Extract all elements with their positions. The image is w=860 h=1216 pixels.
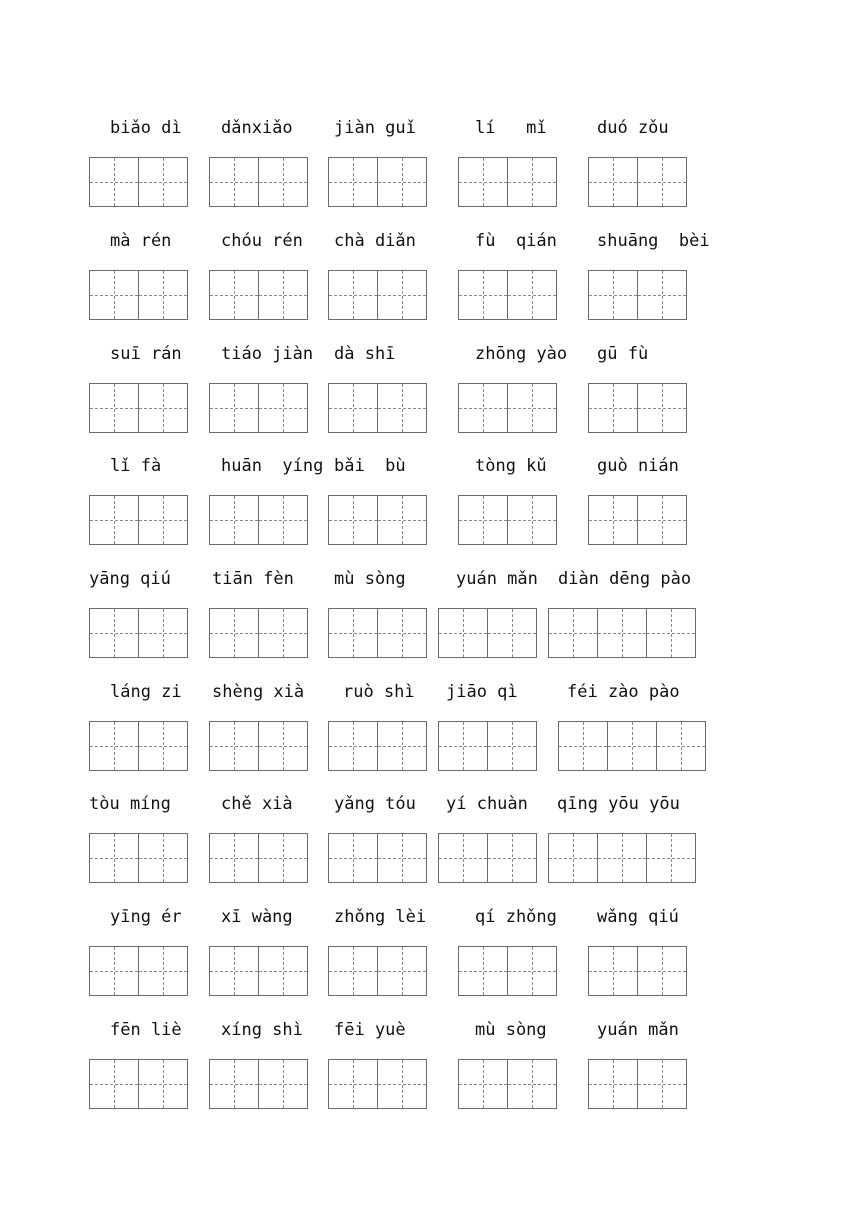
pinyin-label: lǐ fà [110, 456, 162, 476]
pinyin-label: jiāo qì [446, 682, 518, 702]
pinyin-label: shèng xià [212, 682, 305, 702]
tianzige-box[interactable] [438, 833, 488, 883]
tianzige-box[interactable] [507, 383, 557, 433]
tianzige-box[interactable] [89, 495, 139, 545]
pinyin-label: diàn dēng pào [558, 569, 692, 589]
pinyin-label: ruò shì [343, 682, 415, 702]
tianzige-box[interactable] [377, 608, 427, 658]
character-boxes [458, 157, 556, 207]
pinyin-label: xíng shì [221, 1020, 303, 1040]
character-boxes [209, 495, 307, 545]
tianzige-box[interactable] [588, 1059, 638, 1109]
pinyin-label: xī wàng [221, 907, 293, 927]
tianzige-box[interactable] [89, 833, 139, 883]
character-boxes [548, 833, 695, 883]
tianzige-box[interactable] [487, 721, 537, 771]
tianzige-box[interactable] [138, 608, 188, 658]
pinyin-label: bǎi bù [334, 456, 406, 476]
pinyin-label: wǎng qiú [597, 907, 679, 927]
pinyin-label: dǎnxiǎo [221, 118, 293, 138]
character-boxes [588, 1059, 686, 1109]
tianzige-box[interactable] [258, 157, 308, 207]
tianzige-box[interactable] [507, 270, 557, 320]
tianzige-box[interactable] [138, 946, 188, 996]
tianzige-box[interactable] [607, 721, 657, 771]
tianzige-box[interactable] [138, 721, 188, 771]
tianzige-box[interactable] [138, 383, 188, 433]
tianzige-box[interactable] [588, 495, 638, 545]
character-boxes [209, 946, 307, 996]
tianzige-box[interactable] [328, 833, 378, 883]
tianzige-box[interactable] [89, 946, 139, 996]
tianzige-box[interactable] [328, 721, 378, 771]
character-boxes [89, 721, 187, 771]
pinyin-label: gū fù [597, 344, 649, 364]
tianzige-box[interactable] [458, 270, 508, 320]
pinyin-label: lí mǐ [475, 118, 547, 138]
pinyin-label: tiáo jiàn [221, 344, 314, 364]
character-boxes [89, 270, 187, 320]
character-boxes [89, 157, 187, 207]
tianzige-box[interactable] [646, 833, 696, 883]
tianzige-box[interactable] [209, 383, 259, 433]
tianzige-box[interactable] [438, 608, 488, 658]
tianzige-box[interactable] [507, 946, 557, 996]
character-boxes [458, 946, 556, 996]
pinyin-label: fēi yuè [334, 1020, 406, 1040]
tianzige-box[interactable] [377, 157, 427, 207]
tianzige-box[interactable] [588, 383, 638, 433]
pinyin-label: yuán mǎn [456, 569, 538, 589]
tianzige-box[interactable] [656, 721, 706, 771]
tianzige-box[interactable] [258, 833, 308, 883]
character-boxes [588, 157, 686, 207]
character-boxes [328, 608, 426, 658]
character-boxes [89, 608, 187, 658]
pinyin-label: mù sòng [334, 569, 406, 589]
pinyin-label: tiān fèn [212, 569, 294, 589]
pinyin-label: biǎo dì [110, 118, 182, 138]
pinyin-label: zhōng yào [475, 344, 568, 364]
tianzige-box[interactable] [209, 946, 259, 996]
tianzige-box[interactable] [377, 721, 427, 771]
character-boxes [328, 270, 426, 320]
tianzige-box[interactable] [458, 1059, 508, 1109]
pinyin-label: féi zào pào [567, 682, 680, 702]
tianzige-box[interactable] [588, 946, 638, 996]
tianzige-box[interactable] [507, 495, 557, 545]
character-boxes [328, 721, 426, 771]
character-boxes [588, 495, 686, 545]
tianzige-box[interactable] [458, 946, 508, 996]
tianzige-box[interactable] [328, 1059, 378, 1109]
character-boxes [328, 1059, 426, 1109]
pinyin-label: mù sòng [475, 1020, 547, 1040]
tianzige-box[interactable] [258, 383, 308, 433]
tianzige-box[interactable] [209, 721, 259, 771]
character-boxes [328, 383, 426, 433]
pinyin-label: yāng qiú [89, 569, 171, 589]
tianzige-box[interactable] [646, 608, 696, 658]
tianzige-box[interactable] [89, 1059, 139, 1109]
tianzige-box[interactable] [258, 608, 308, 658]
pinyin-label: chóu rén [221, 231, 303, 251]
character-boxes [328, 495, 426, 545]
tianzige-box[interactable] [209, 157, 259, 207]
pinyin-label: fēn liè [110, 1020, 182, 1040]
pinyin-label: jiàn guǐ [334, 118, 416, 138]
character-boxes [458, 495, 556, 545]
pinyin-label: tòu míng [89, 794, 171, 814]
character-boxes [89, 495, 187, 545]
character-boxes [328, 946, 426, 996]
tianzige-box[interactable] [209, 495, 259, 545]
pinyin-label: zhǒng lèi [334, 907, 427, 927]
tianzige-box[interactable] [377, 270, 427, 320]
tianzige-box[interactable] [458, 383, 508, 433]
tianzige-box[interactable] [328, 495, 378, 545]
pinyin-label: tòng kǔ [475, 456, 547, 476]
character-boxes [89, 946, 187, 996]
tianzige-box[interactable] [637, 1059, 687, 1109]
pinyin-label: suī rán [110, 344, 182, 364]
pinyin-label: shuāng bèi [597, 231, 710, 251]
tianzige-box[interactable] [89, 383, 139, 433]
tianzige-box[interactable] [138, 495, 188, 545]
tianzige-box[interactable] [438, 721, 488, 771]
tianzige-box[interactable] [258, 495, 308, 545]
tianzige-box[interactable] [209, 1059, 259, 1109]
tianzige-box[interactable] [328, 270, 378, 320]
pinyin-label: chě xià [221, 794, 293, 814]
tianzige-box[interactable] [258, 270, 308, 320]
tianzige-box[interactable] [507, 157, 557, 207]
character-boxes [89, 1059, 187, 1109]
tianzige-box[interactable] [89, 157, 139, 207]
character-boxes [438, 608, 536, 658]
tianzige-box[interactable] [89, 608, 139, 658]
character-boxes [328, 157, 426, 207]
pinyin-label: yǎng tóu [334, 794, 416, 814]
character-boxes [209, 608, 307, 658]
pinyin-label: láng zi [110, 682, 182, 702]
pinyin-label: fù qián [475, 231, 557, 251]
tianzige-box[interactable] [377, 495, 427, 545]
tianzige-box[interactable] [487, 833, 537, 883]
pinyin-label: qīng yōu yōu [557, 794, 680, 814]
character-boxes [209, 833, 307, 883]
pinyin-label: mà rén [110, 231, 172, 251]
character-boxes [588, 383, 686, 433]
character-boxes [558, 721, 705, 771]
tianzige-box[interactable] [138, 270, 188, 320]
tianzige-box[interactable] [487, 608, 537, 658]
pinyin-label: qí zhǒng [475, 907, 557, 927]
tianzige-box[interactable] [258, 946, 308, 996]
tianzige-box[interactable] [209, 270, 259, 320]
tianzige-box[interactable] [377, 833, 427, 883]
tianzige-box[interactable] [209, 833, 259, 883]
tianzige-box[interactable] [377, 1059, 427, 1109]
pinyin-label: yí chuàn [446, 794, 528, 814]
tianzige-box[interactable] [588, 157, 638, 207]
tianzige-box[interactable] [637, 946, 687, 996]
tianzige-box[interactable] [258, 721, 308, 771]
character-boxes [588, 270, 686, 320]
pinyin-label: guò nián [597, 456, 679, 476]
tianzige-box[interactable] [138, 833, 188, 883]
tianzige-box[interactable] [507, 1059, 557, 1109]
character-boxes [209, 383, 307, 433]
tianzige-box[interactable] [588, 270, 638, 320]
character-boxes [209, 157, 307, 207]
tianzige-box[interactable] [597, 833, 647, 883]
tianzige-box[interactable] [89, 270, 139, 320]
tianzige-box[interactable] [377, 383, 427, 433]
tianzige-box[interactable] [637, 157, 687, 207]
character-boxes [209, 270, 307, 320]
character-boxes [438, 721, 536, 771]
character-boxes [328, 833, 426, 883]
pinyin-label: huān yíng [221, 456, 324, 476]
tianzige-box[interactable] [458, 157, 508, 207]
character-boxes [209, 721, 307, 771]
pinyin-label: duó zǒu [597, 118, 669, 138]
pinyin-label: chà diǎn [334, 231, 416, 251]
character-boxes [548, 608, 695, 658]
character-boxes [458, 1059, 556, 1109]
tianzige-box[interactable] [458, 495, 508, 545]
tianzige-box[interactable] [637, 383, 687, 433]
tianzige-box[interactable] [258, 1059, 308, 1109]
character-boxes [438, 833, 536, 883]
pinyin-label: dà shī [334, 344, 396, 364]
pinyin-label: yuán mǎn [597, 1020, 679, 1040]
tianzige-box[interactable] [558, 721, 608, 771]
character-boxes [209, 1059, 307, 1109]
tianzige-box[interactable] [637, 495, 687, 545]
tianzige-box[interactable] [138, 157, 188, 207]
tianzige-box[interactable] [328, 946, 378, 996]
tianzige-box[interactable] [138, 1059, 188, 1109]
character-boxes [458, 383, 556, 433]
tianzige-box[interactable] [209, 608, 259, 658]
character-boxes [458, 270, 556, 320]
tianzige-box[interactable] [548, 608, 598, 658]
character-boxes [89, 833, 187, 883]
tianzige-box[interactable] [328, 608, 378, 658]
tianzige-box[interactable] [328, 157, 378, 207]
tianzige-box[interactable] [637, 270, 687, 320]
tianzige-box[interactable] [89, 721, 139, 771]
tianzige-box[interactable] [328, 383, 378, 433]
pinyin-label: yīng ér [110, 907, 182, 927]
character-boxes [588, 946, 686, 996]
tianzige-box[interactable] [597, 608, 647, 658]
character-boxes [89, 383, 187, 433]
tianzige-box[interactable] [377, 946, 427, 996]
tianzige-box[interactable] [548, 833, 598, 883]
